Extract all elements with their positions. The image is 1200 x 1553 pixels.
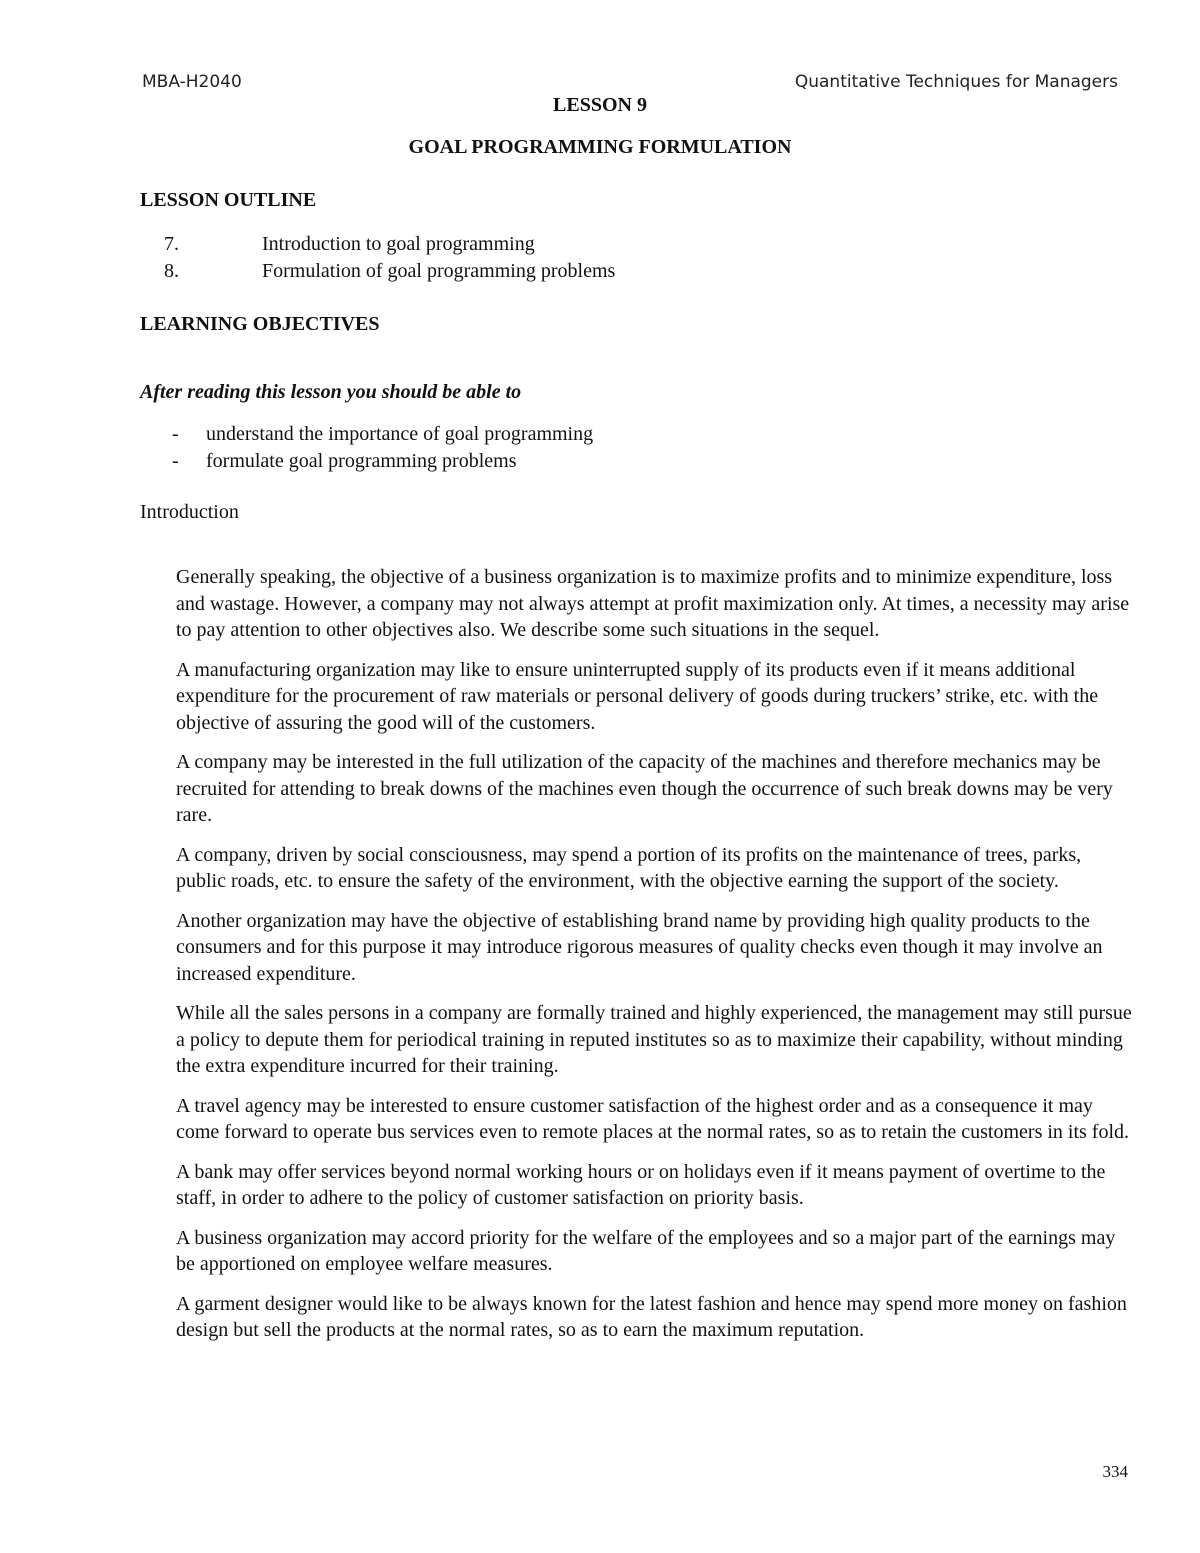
list-item: [164, 258, 615, 285]
list-item: [172, 421, 593, 448]
paragraph: A garment designer would like to be always known for the latest fashion and hence may spend more money on fashion design but sell the products at the normal rates, so as to earn the maximum reputation.: [176, 1292, 1127, 1341]
objectives-list: [172, 421, 593, 475]
page-title: GOAL PROGRAMMING FORMULATION: [408, 136, 792, 158]
objective-text: understand the importance of goal programming: [206, 423, 594, 445]
outline-list: [164, 231, 615, 285]
lesson-label: LESSON 9: [553, 94, 647, 116]
paragraph: A company may be interested in the full utilization of the capacity of the machines and therefore mechanics may be recruited for attending to break downs of the machines even though the occurrence of such break downs may be very rare.: [176, 751, 1113, 826]
paragraph: A company, driven by social consciousness, may spend a portion of its profits on the maintenance of trees, parks, public roads, etc. to ensure the safety of the environment, with the objective earning the support of the society.: [176, 843, 1082, 892]
paragraph: Generally speaking, the objective of a business organization is to maximize profits and to minimize expenditure, loss and wastage. However, a company may not always attempt at profit maximization only. At times, a necessity may arise to pay attention to other objectives also. We describe some such situations in the sequel.: [176, 566, 1130, 641]
paragraph: A bank may offer services beyond normal working hours or on holidays even if it means payment of overtime to the staff, in order to adhere to the policy of customer satisfaction on priority basis.: [176, 1160, 1106, 1209]
outline-item-text: Formulation of goal programming problems: [262, 260, 616, 282]
outline-item-text: Introduction to goal programming: [262, 233, 535, 255]
list-item: [172, 448, 593, 475]
outline-item-number: 8.: [164, 260, 179, 282]
list-item: [164, 231, 615, 258]
header-course-title: Quantitative Techniques for Managers: [794, 72, 1118, 92]
objective-text: formulate goal programming problems: [206, 450, 517, 472]
objective-bullet: -: [172, 450, 179, 472]
paragraph: A travel agency may be interested to ensure customer satisfaction of the highest order and as a consequence it may come forward to operate bus services even to remote places at the normal rates, so as to retain the customers in its fold.: [176, 1094, 1130, 1143]
paragraph: While all the sales persons in a company are formally trained and highly experienced, the management may still pursue a policy to depute them for periodical training in reputed institutes so as to maximize their capability, without minding the extra expenditure incurred for their training.: [176, 1002, 1132, 1077]
page-number: 334: [1102, 1462, 1128, 1481]
paragraph: A business organization may accord priority for the welfare of the employees and so a major part of the earnings may be apportioned on employee welfare measures.: [176, 1226, 1116, 1275]
introduction-heading: Introduction: [140, 501, 239, 523]
introduction-body: [176, 564, 1136, 1357]
objectives-lead: After reading this lesson you should be able to: [140, 381, 522, 403]
outline-heading: LESSON OUTLINE: [140, 189, 317, 211]
header-course-code: MBA-H2040: [142, 72, 242, 92]
objectives-heading: LEARNING OBJECTIVES: [140, 313, 380, 335]
objective-bullet: -: [172, 423, 179, 445]
outline-item-number: 7.: [164, 233, 179, 255]
paragraph: Another organization may have the objective of establishing brand name by providing high quality products to the consumers and for this purpose it may introduce rigorous measures of quality checks even though it may involve an increased expenditure.: [176, 909, 1103, 985]
paragraph: A manufacturing organization may like to ensure uninterrupted supply of its products even if it means additional expenditure for the procurement of raw materials or personal delivery of goods during truckers’ strike, etc. with the objective of assuring the good will of the customers.: [176, 658, 1099, 734]
